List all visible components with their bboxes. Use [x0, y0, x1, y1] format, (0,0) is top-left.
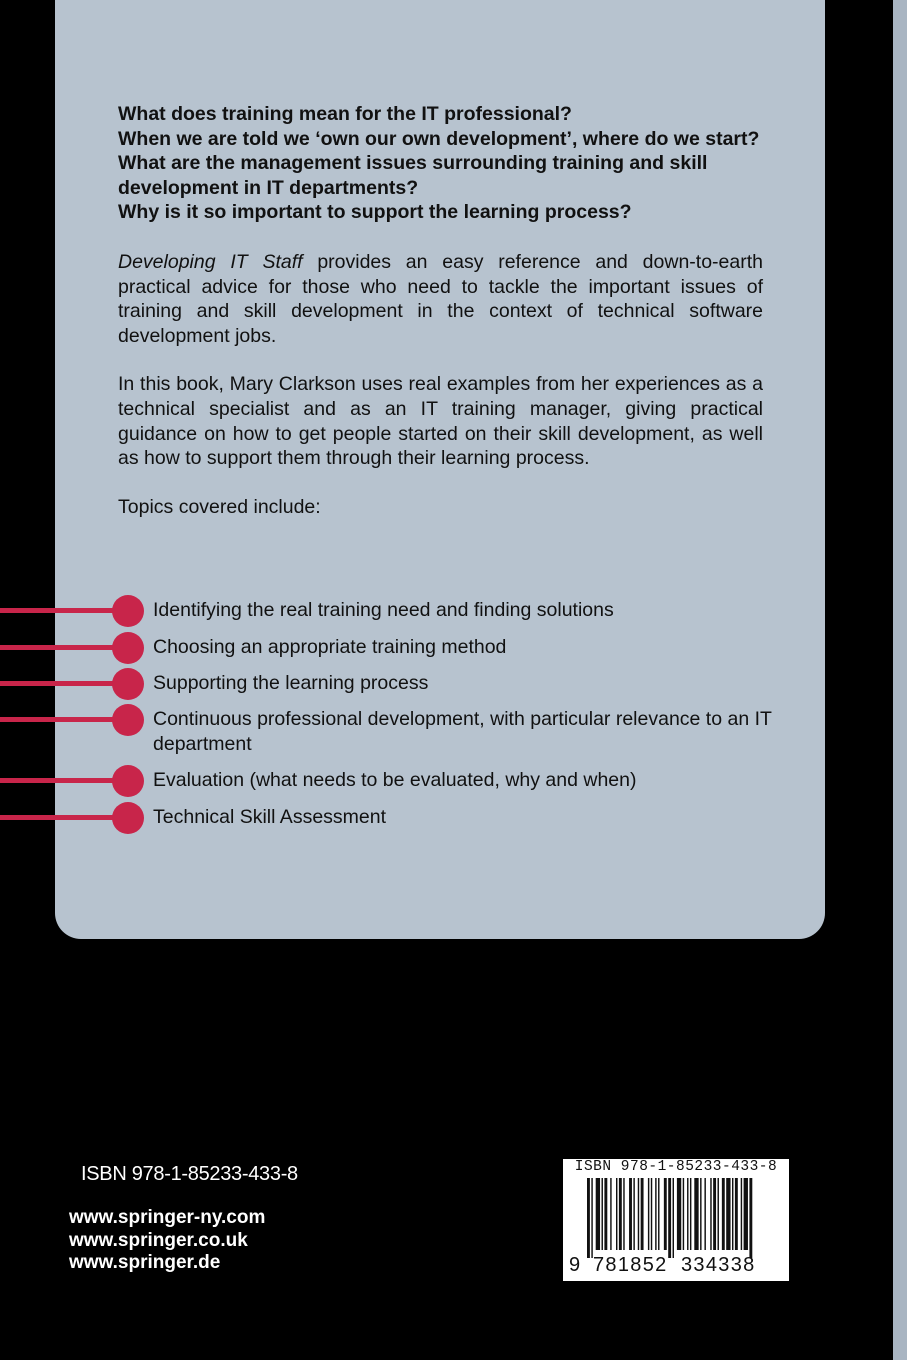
question-1: What does training mean for the IT professional? [118, 103, 572, 125]
topic-bullet-line [0, 681, 130, 686]
barcode [563, 1159, 789, 1281]
barcode-bar [741, 1178, 742, 1250]
barcode-bar [602, 1178, 603, 1250]
barcode-bar [641, 1178, 644, 1250]
topic-item: Technical Skill Assessment [153, 806, 387, 828]
barcode-bar [718, 1178, 719, 1250]
barcode-bar [638, 1178, 639, 1250]
barcode-isbn-text: ISBN 978-1-85233-433-8 [574, 1159, 778, 1175]
barcode-bar [683, 1178, 684, 1250]
isbn-label: ISBN 978-1-85233-433-8 [81, 1163, 298, 1185]
topic-bullet-line [0, 608, 130, 613]
topic-item: Evaluation (what needs to be evaluated, why and when) [153, 769, 637, 791]
barcode-bar [623, 1178, 624, 1250]
topic-bullet-dot [112, 765, 144, 797]
intro-paragraph [118, 250, 763, 348]
url-link[interactable]: www.springer.co.uk [69, 1229, 248, 1251]
topic-bullet-line [0, 778, 130, 783]
barcode-bar [619, 1178, 622, 1250]
url-link[interactable]: www.springer.de [69, 1252, 221, 1273]
barcode-bar [673, 1178, 674, 1258]
topic-bullet-dot [112, 668, 144, 700]
topic-bullet-dot [112, 704, 144, 736]
topics-intro: Topics covered include: [118, 495, 321, 518]
barcode-bar [694, 1178, 698, 1250]
intro-text: provides an easy reference and down-to-earth practical advice for those who need to tackle the important issues of training and skill development in the context of technical software development jobs. [118, 250, 763, 347]
barcode-bar [749, 1178, 752, 1258]
barcode-bar [648, 1178, 649, 1250]
topic-item: Choosing an appropriate training method [153, 636, 507, 658]
barcode-bar [713, 1178, 716, 1250]
question-2: When we are told we ‘own our own development’, where do we start? [118, 127, 760, 150]
barcode-bar [633, 1178, 634, 1250]
barcode-bar [710, 1178, 711, 1250]
author-paragraph: In this book, Mary Clarkson uses real examples from her experiences as a technical specialist and as an IT training manager, giving practical guidance on how to get people started on their skill development, as well as how to support them through their learning process. [118, 373, 763, 470]
book-title: Developing IT Staff [118, 250, 303, 273]
topic-bullet-dot [112, 802, 144, 834]
topic-item: Identifying the real training need and finding solutions [153, 599, 614, 621]
barcode-bar [700, 1178, 701, 1250]
barcode-bar [704, 1178, 705, 1250]
barcode-bar [726, 1178, 730, 1250]
publisher-urls [69, 1207, 265, 1275]
barcode-bar [591, 1178, 592, 1258]
barcode-bar [732, 1178, 733, 1250]
question-3: What are the management issues surrounding training and skill development in IT departments? [118, 152, 708, 199]
barcode-bar [629, 1178, 632, 1250]
barcode-bar [596, 1178, 600, 1250]
topic-bullet-dot [112, 632, 144, 664]
barcode-bar [687, 1178, 688, 1250]
topic-bullet-line [0, 645, 130, 650]
question-4: Why is it so important to support the learning process? [118, 201, 632, 224]
barcode-digit-group-1: 781852 [593, 1254, 668, 1276]
barcode-bar [668, 1178, 671, 1258]
barcode-bar [587, 1178, 590, 1258]
barcode-bar [604, 1178, 607, 1250]
barcode-bar [655, 1178, 656, 1250]
barcode-bar [651, 1178, 652, 1250]
barcode-bar [610, 1178, 611, 1250]
questions-block [118, 102, 763, 225]
topic-bullet-line [0, 717, 130, 722]
topic-bullet-dot [112, 595, 144, 627]
barcode-bar [690, 1178, 691, 1250]
barcode-bar [664, 1178, 667, 1250]
blurb-text [118, 102, 763, 519]
barcode-bar [735, 1178, 738, 1250]
topic-bullet-line [0, 815, 130, 820]
topic-item: Supporting the learning process [153, 672, 429, 694]
barcode-bar [744, 1178, 748, 1250]
barcode-bar [658, 1178, 659, 1250]
barcode-bar [677, 1178, 681, 1250]
right-edge-strip [893, 0, 907, 1360]
barcode-bar [616, 1178, 617, 1250]
url-link[interactable]: www.springer-ny.com [69, 1207, 266, 1228]
barcode-digit-group-2: 334338 [681, 1254, 756, 1276]
barcode-bar [722, 1178, 725, 1250]
topic-item: Continuous professional development, with particular relevance to an IT department [153, 708, 772, 755]
barcode-first-digit: 9 [569, 1254, 581, 1276]
